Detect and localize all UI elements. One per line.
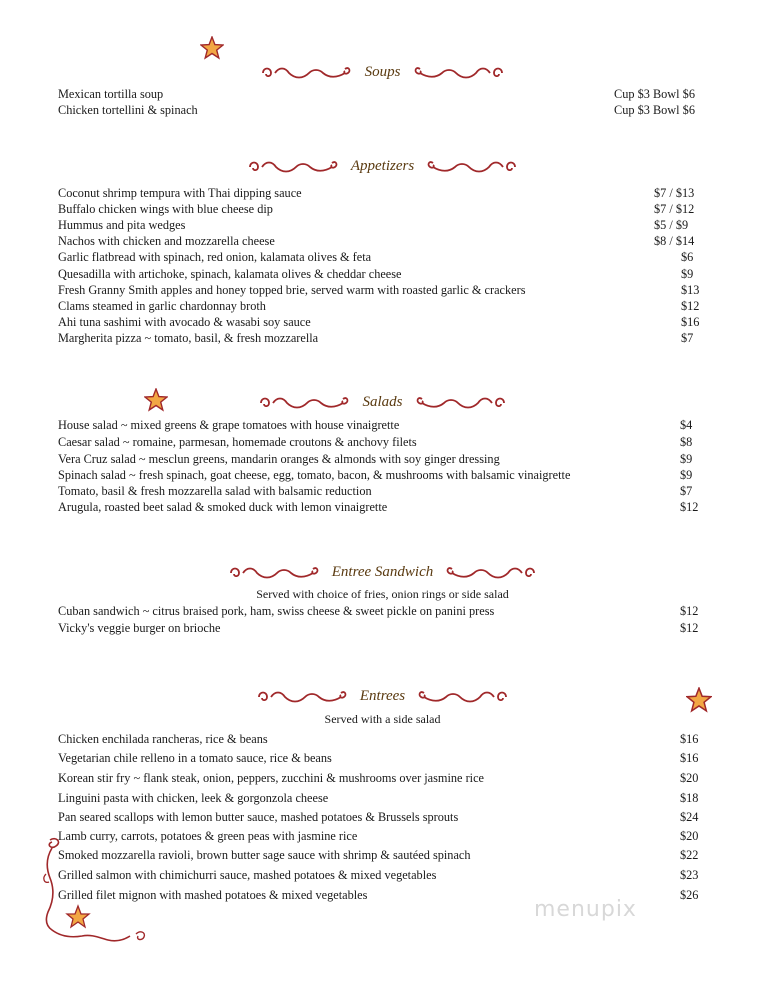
menu-item: Mexican tortilla soup [58,87,164,101]
menu-item: House salad ~ mixed greens & grape tomatoes with house vinaigrette [58,418,400,432]
section-header-salads [0,392,765,413]
menu-item-price: Cup $3 Bowl $6 [614,87,695,101]
menu-item: Cuban sandwich ~ citrus braised pork, ham, swiss cheese & sweet pickle on panini press [58,604,495,618]
menu-item: Clams steamed in garlic chardonnay broth [58,299,266,313]
menu-item-price: $20 [680,771,699,785]
menu-item-price: $16 [680,751,699,765]
watermark: menupix [534,897,637,922]
menu-item: Grilled salmon with chimichurri sauce, mashed potatoes & mixed vegetables [58,868,437,882]
menu-item: Hummus and pita wedges [58,218,186,232]
menu-item: Ahi tuna sashimi with avocado & wasabi soy sauce [58,315,311,329]
menu-item-price: $7 [681,331,694,345]
menu-item-price: $20 [680,829,699,843]
menu-item: Linguini pasta with chicken, leek & gorgonzola cheese [58,791,329,805]
menu-item-price: $18 [680,791,699,805]
menu-item-price: $16 [680,732,699,746]
menu-item-price: $9 [680,452,693,466]
menu-item-price: $7 / $12 [654,202,695,216]
menu-item: Chicken enchilada rancheras, rice & beans [58,732,268,746]
section-subtitle: Served with choice of fries, onion rings or side salad [256,587,509,601]
menu-item: Nachos with chicken and mozzarella cheese [58,234,275,248]
menu-item-price: $5 / $9 [654,218,689,232]
menu-item: Vegetarian chile relleno in a tomato sauce, rice & beans [58,751,332,765]
menu-item-price: $23 [680,868,699,882]
section-subtitle: Served with a side salad [324,712,441,726]
star-icon [200,36,224,60]
menu-item: Lamb curry, carrots, potatoes & green peas with jasmine rice [58,829,358,843]
left-flourish-ornament [259,393,351,413]
menu-item: Vicky's veggie burger on brioche [58,621,221,635]
menu-item: Korean stir fry ~ flank steak, onion, peppers, zucchini & mushrooms over jasmine rice [58,771,484,785]
left-flourish-ornament [261,63,353,83]
menu-item-price: $26 [680,888,699,902]
menu-item-price: $9 [680,468,693,482]
right-flourish-ornament [444,563,536,583]
menu-item-price: $12 [680,604,699,618]
right-flourish-ornament [416,687,508,707]
section-title: Entrees [359,688,406,704]
right-flourish-ornament [425,157,517,177]
menu-item: Buffalo chicken wings with blue cheese dip [58,202,273,216]
menu-item-price: $4 [680,418,693,432]
section-header-appetizers [0,156,765,177]
menu-item: Spinach salad ~ fresh spinach, goat cheese, egg, tomato, bacon, & mushrooms with balsamic vinaigrette [58,468,571,482]
menu-item: Smoked mozzarella ravioli, brown butter sage sauce with shrimp & sautéed spinach [58,848,471,862]
menu-item-price: $6 [681,250,694,264]
menu-item-price: $24 [680,810,699,824]
menu-item: Chicken tortellini & spinach [58,103,198,117]
menu-item-price: $16 [681,315,700,329]
menu-item-price: $9 [681,267,694,281]
menu-item: Quesadilla with artichoke, spinach, kalamata olives & cheddar cheese [58,267,402,281]
menu-item-price: $22 [680,848,699,862]
section-title: Soups [364,64,401,80]
menu-item: Tomato, basil & fresh mozzarella salad with balsamic reduction [58,484,372,498]
left-flourish-ornament [257,687,349,707]
menu-item: Arugula, roasted beet salad & smoked duck with lemon vinaigrette [58,500,388,514]
menu-item: Grilled filet mignon with mashed potatoes & mixed vegetables [58,888,368,902]
menu-item-price: $7 / $13 [654,186,695,200]
menu-item-price: $7 [680,484,693,498]
left-flourish-ornament [229,563,321,583]
section-title: Salads [362,394,403,410]
right-flourish-ornament [412,63,504,83]
section-header-sandwich [0,562,765,583]
section-title: Appetizers [350,158,415,174]
menu-item: Fresh Granny Smith apples and honey topped brie, served warm with roasted garlic & crackers [58,283,526,297]
menu-item: Pan seared scallops with lemon butter sauce, mashed potatoes & Brussels sprouts [58,810,459,824]
menu-item-price: $13 [681,283,700,297]
menu-item: Caesar salad ~ romaine, parmesan, homemade croutons & anchovy filets [58,435,417,449]
menu-item-price: Cup $3 Bowl $6 [614,103,695,117]
section-header-entrees [0,686,765,707]
menu-item-price: $8 [680,435,693,449]
menu-item-price: $12 [681,299,700,313]
menu-item: Garlic flatbread with spinach, red onion, kalamata olives & feta [58,250,372,264]
menu-item-price: $12 [680,500,699,514]
section-header-soups [0,62,765,83]
menu-item-price: $8 / $14 [654,234,695,248]
right-flourish-ornament [414,393,506,413]
menu-item-price: $12 [680,621,699,635]
section-title: Entree Sandwich [331,564,434,580]
menu-item: Vera Cruz salad ~ mesclun greens, mandarin oranges & almonds with soy ginger dressing [58,452,500,466]
left-flourish-ornament [248,157,340,177]
menu-item: Margherita pizza ~ tomato, basil, & fresh mozzarella [58,331,319,345]
menu-item: Coconut shrimp tempura with Thai dipping sauce [58,186,302,200]
